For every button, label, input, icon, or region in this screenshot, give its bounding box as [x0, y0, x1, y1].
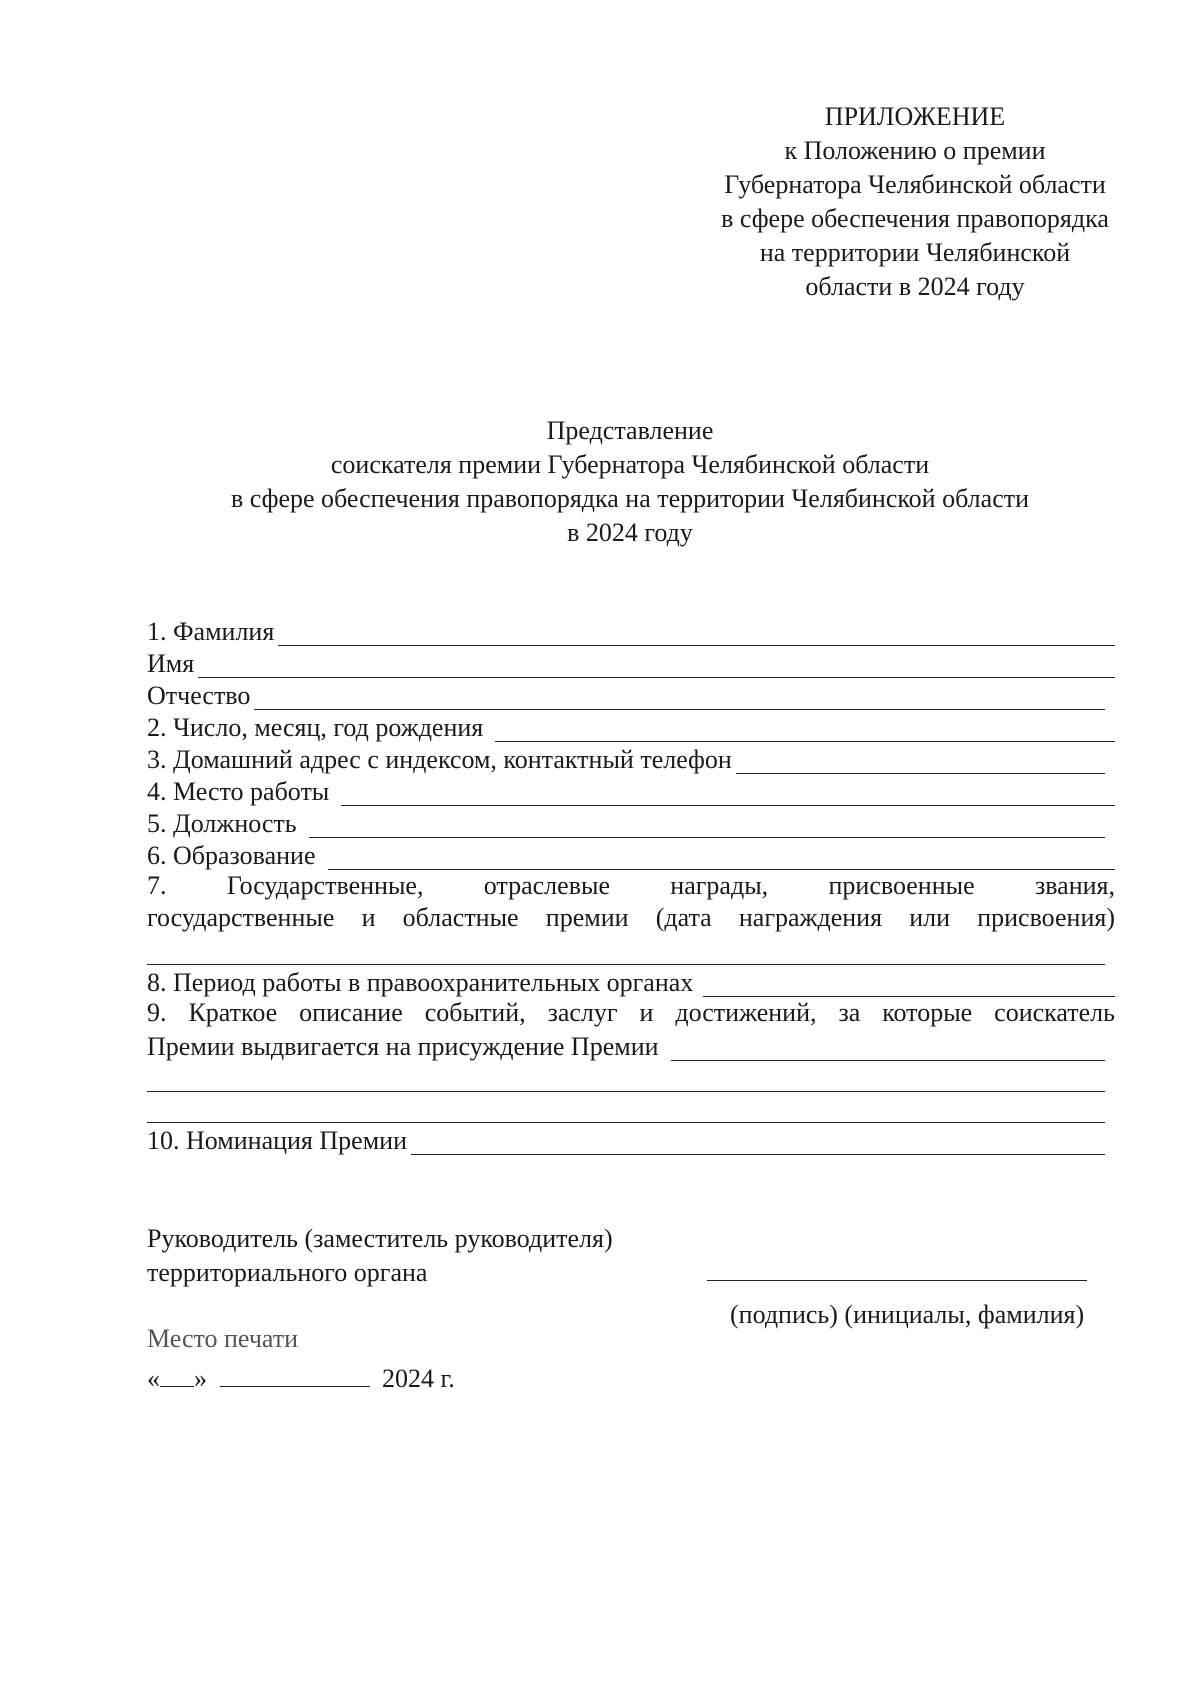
appendix-line: на территории Челябинской [759, 238, 1071, 267]
address-label: 3. Домашний адрес с индексом, контактный телефон [147, 745, 732, 774]
description-field-extra[interactable] [147, 1092, 1105, 1123]
description-field-extra[interactable] [147, 1061, 1105, 1092]
description-label [147, 997, 1115, 1029]
date-line [147, 1362, 455, 1396]
surname-label: 1. Фамилия [147, 617, 275, 646]
nomination-label: 10. Номинация Премии [147, 1126, 407, 1155]
form-row-nomination [147, 1123, 1115, 1155]
form-row-birth [147, 710, 1115, 742]
education-label: 6. Образование [147, 841, 316, 870]
birth-field[interactable] [495, 719, 1115, 742]
patronymic-field[interactable] [254, 687, 1105, 710]
awards-label-line: государственные и областные премии (дата награждения или присвоения) [147, 903, 1115, 932]
day-field[interactable] [160, 1362, 194, 1387]
appendix-line: к Положению о премии [784, 136, 1046, 165]
description-label-line: Премии выдвигается на присуждение Премии [147, 1032, 659, 1061]
appendix-line: в сфере обеспечения правопорядка [721, 204, 1109, 233]
document-title [140, 414, 1120, 550]
description-label-line: 9. Краткое описание событий, заслуг и достижений, за которые соискатель [147, 998, 1115, 1027]
name-label: Имя [147, 649, 195, 678]
appendix-title: ПРИЛОЖЕНИЕ [824, 102, 1006, 131]
title-line: в сфере обеспечения правопорядка на территории Челябинской области [230, 484, 1030, 513]
surname-field[interactable] [278, 623, 1115, 646]
signer-title: территориального органа [147, 1258, 428, 1287]
patronymic-label: Отчество [147, 681, 251, 710]
awards-label-line: 7. Государственные, отраслевые награды, присвоенные звания, [147, 871, 1115, 900]
signature-field[interactable] [707, 1280, 1087, 1281]
awards-label [147, 870, 1115, 934]
appendix-header [690, 100, 1140, 304]
appendix-line: области в 2024 году [805, 272, 1025, 301]
form-row-workplace [147, 774, 1115, 806]
position-field[interactable] [309, 815, 1105, 838]
period-field[interactable] [703, 974, 1115, 997]
year-label: 2024 г. [382, 1364, 455, 1393]
address-field[interactable] [736, 751, 1105, 774]
quote-open: « [147, 1364, 160, 1393]
period-label: 8. Период работы в правоохранительных органах [147, 968, 694, 997]
signature-block [147, 1222, 1127, 1329]
form-row-period [147, 965, 1115, 997]
title-line: в 2024 году [567, 518, 693, 547]
form-row-position [147, 806, 1115, 838]
appendix-line: Губернатора Челябинской области [724, 170, 1106, 199]
nomination-field[interactable] [411, 1132, 1105, 1155]
form-row-description [147, 1029, 1115, 1061]
quote-close: » [194, 1364, 207, 1393]
nomination-form [147, 614, 1115, 1155]
workplace-field[interactable] [341, 783, 1115, 806]
awards-field[interactable] [147, 934, 1105, 965]
position-label: 5. Должность [147, 809, 297, 838]
stamp-place-label: Место печати [147, 1324, 299, 1353]
form-row-name [147, 646, 1115, 678]
signer-title: Руководитель (заместитель руководителя) [147, 1224, 613, 1253]
description-field[interactable] [671, 1038, 1105, 1061]
name-field[interactable] [198, 655, 1115, 678]
birth-label: 2. Число, месяц, год рождения [147, 713, 484, 742]
form-row-surname [147, 614, 1115, 646]
education-field[interactable] [328, 847, 1115, 870]
signature-caption: (подпись) (инициалы, фамилия) [730, 1300, 1085, 1329]
form-row-address [147, 742, 1115, 774]
form-row-patronymic [147, 678, 1115, 710]
form-row-education [147, 838, 1115, 870]
workplace-label: 4. Место работы [147, 777, 330, 806]
title-line: Представление [546, 416, 714, 445]
month-field[interactable] [220, 1362, 370, 1387]
title-line: соискателя премии Губернатора Челябинской области [330, 450, 930, 479]
